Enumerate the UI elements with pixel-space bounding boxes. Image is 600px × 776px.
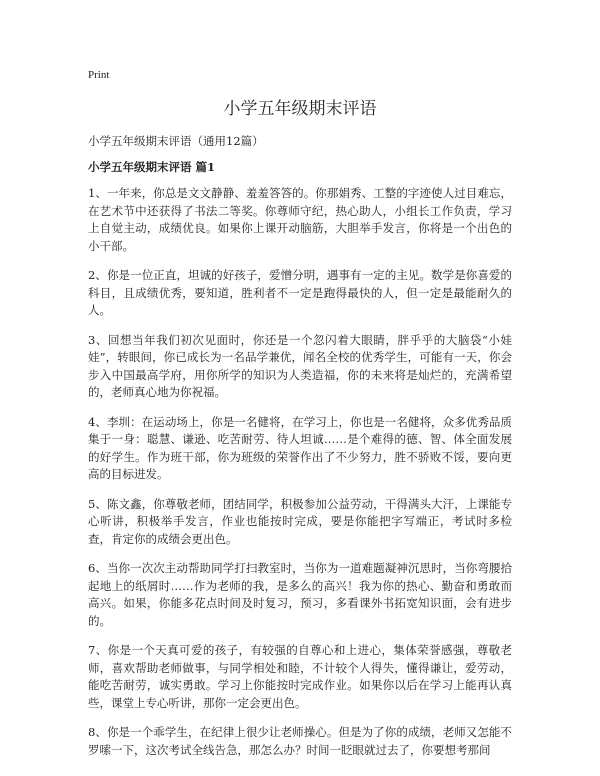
paragraph-6: 6、当你一次次主动帮助同学打扫教室时，当你为一道难题凝神沉思时，当你弯腰拾起地上的纸屑时……作为老师的我，是多么的高兴！我为你的热心、勤奋和勇敢而高兴。如果，你能多花点时间及时复习，预习，多看课外书拓宽知识面，会有进步的。 — [88, 561, 512, 628]
paragraph-7: 7、你是一个天真可爱的孩子，有较强的自尊心和上进心，集体荣誉感强，尊敬老师，喜欢帮助老师做事，与同学相处和睦，不计较个人得失，懂得谦让，爱劳动，能吃苦耐劳，诚实勇敢。学习上你能按时完成作业。如果你以后在学习上能再认真些，课堂上专心听讲，那你一定会更出色。 — [88, 643, 512, 710]
print-label: Print — [88, 69, 110, 81]
section-heading: 小学五年级期末评语 篇1 — [88, 160, 216, 174]
document-subtitle: 小学五年级期末评语（通用12篇） — [88, 134, 264, 148]
paragraph-5: 5、陈文鑫，你尊敬老师，团结同学，积极参加公益劳动，干得满头大汗，上课能专心听讲，积极举手发言，作业也能按时完成，要是你能把字写端正，考试时多检查，肯定你的成绩会更出色。 — [88, 496, 512, 546]
paragraph-3: 3、回想当年我们初次见面时，你还是一个忽闪着大眼睛，胖乎乎的大脑袋“小娃娃”，转眼间，你已成长为一名品学兼优，闻名全校的优秀学生，可能有一天，你会步入中国最高学府，用你所学的知识为人类造福，你的未来将是灿烂的，充满希望的，老师真心地为你祝福。 — [88, 332, 512, 399]
paragraph-2: 2、你是一位正直，坦诚的好孩子，爱憎分明，遇事有一定的主见。数学是你喜爱的科目，且成绩优秀，要知道，胜利者不一定是跑得最快的人，但一定是最能耐久的人。 — [88, 268, 512, 317]
paragraph-1: 1、一年来，你总是文文静静、羞羞答答的。你那娟秀、工整的字迹使人过目难忘，在艺术节中还获得了书法二等奖。你尊师守纪，热心助人，小组长工作负责，学习上自觉主动，成绩优良。如果你上课开动脑筋，大胆举手发言，你将是一个出色的小干部。 — [88, 186, 512, 253]
document-title: 小学五年级期末评语 — [223, 99, 377, 119]
document-body — [88, 185, 512, 771]
paragraph-4: 4、李圳：在运动场上，你是一名健将，在学习上，你也是一名健将，众多优秀品质集于一身：聪慧、谦逊、吃苦耐劳、待人坦诚……是个难得的德、智、体全面发展的好学生。作为班干部，你为班级的荣誉作出了不少努力，胜不骄败不馁，要向更高的目标进发。 — [88, 414, 512, 481]
paragraph-8: 8、你是一个乖学生，在纪律上很少让老师操心。但是为了你的成绩，老师又怎能不罗嗦一下，这次考试全线告急，那怎么办？时间一眨眼就过去了，你要想考那间 — [88, 725, 512, 757]
